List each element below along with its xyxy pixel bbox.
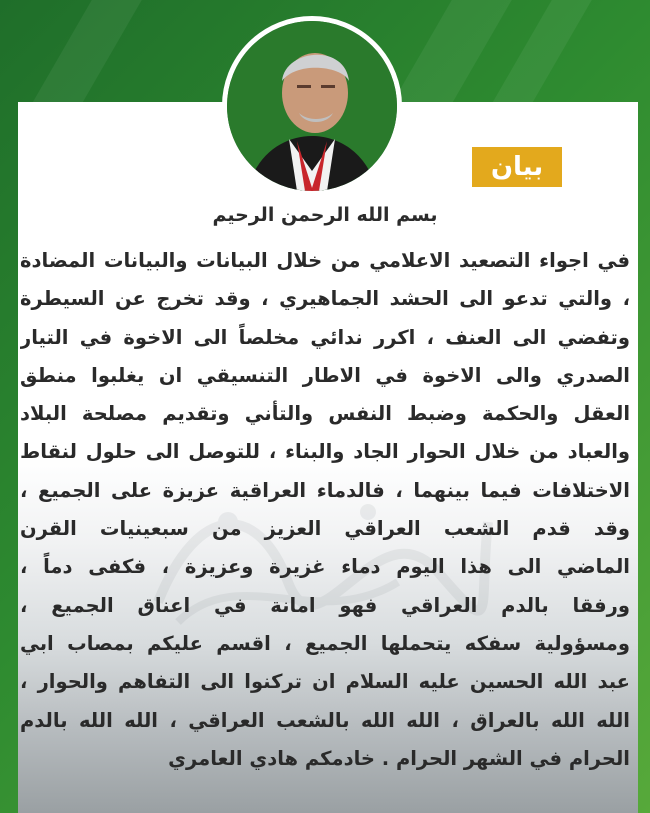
portrait-photo [222, 16, 402, 196]
person-portrait-icon [227, 21, 397, 191]
statement-badge: بيان [472, 147, 562, 187]
statement-line: ومسؤولية سفكه يتحملها الجميع ، اقسم عليكم بمصاب ابي [20, 631, 630, 655]
statement-line: وتفضي الى العنف ، اكرر ندائي مخلصاً الى الاخوة في التيار [20, 325, 630, 349]
basmala-heading: بسم الله الرحمن الرحيم [212, 204, 438, 226]
statement-line: الماضي الى هذا اليوم دماء غزيرة وعزيزة ، فكفى دماً ، [20, 555, 630, 579]
statement-line: عبد الله الحسين عليه السلام ان تركنوا الى التفاهم والحوار ، [20, 670, 630, 694]
statement-line: ورفقا بالدم العراقي فهو امانة في اعناق الجميع ، [20, 593, 630, 617]
background-stripe [488, 0, 592, 110]
background-stripe [28, 0, 142, 110]
statement-line: الله الله بالعراق ، الله الله بالشعب العراقي ، الله الله بالدم [20, 708, 630, 732]
statement-body [20, 242, 630, 778]
statement-line: وقد قدم الشعب العراقي العزيز من سبعينيات القرن [20, 517, 630, 541]
statement-line: في اجواء التصعيد الاعلامي من خلال البيانات والبيانات المضادة [20, 249, 630, 272]
statement-line: العقل والحكمة وضبط النفس والتأني وتقديم مصلحة البلاد [20, 402, 630, 426]
statement-line: الصدري والى الاخوة في الاطار التنسيقي ان يغلبوا منطق [20, 363, 630, 387]
statement-line: والعباد من خلال الحوار الجاد والبناء ، للتوصل الى حلول لنقاط [20, 440, 630, 464]
statement-line-signature: الحرام في الشهر الحرام . خادمكم هادي العامري [168, 746, 630, 770]
statement-line: ، والتي تدعو الى الحشد الجماهيري ، وقد تخرج عن السيطرة [20, 287, 630, 311]
statement-line: الاختلافات فيما بينهما ، فالدماء العراقية عزيزة على الجميع ، [20, 478, 630, 502]
background-stripe [388, 0, 512, 110]
